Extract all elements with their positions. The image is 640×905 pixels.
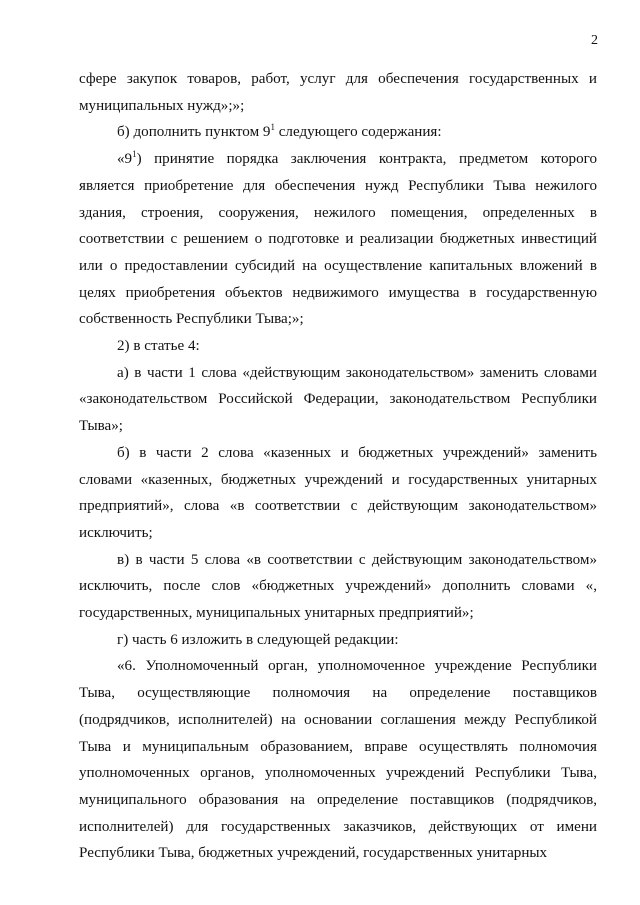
document-body: [79, 66, 597, 867]
paragraph-item-9-1: [79, 146, 597, 333]
paragraph-part-6-text: «6. Уполномоченный орган, уполномоченное учреждение Республики Тыва, осуществляющие полномочия на определение поставщиков (подрядчиков, исполнителей) на основании соглашения между Республикой Тыва и муниципальным образованием, вправе осуществлять полномочия уполномоченных органов, уполномоченных учреждений Республики Тыва, муниципального образования на определение поставщиков (подрядчиков, исполнителей) для государственных заказчиков, действующих от имени Республики Тыва, бюджетных учреждений, государственных унитарных: [79, 658, 597, 862]
paragraph-part-6: г) часть 6 изложить в следующей редакции:: [117, 631, 399, 648]
page-number: 2: [591, 33, 598, 48]
superscript: 1: [132, 149, 137, 160]
paragraph-part-2: б) в части 2 слова «казенных и бюджетных учреждений» заменить словами «казенных, бюджетных учреждений и государственных унитарных предприятий», слова «в соответствии с действующим законодательством» исключить;: [79, 444, 597, 541]
paragraph-part-1: а) в части 1 слова «действующим законодательством» заменить словами «законодательством Российской Федерации, законодательством Республики Тыва»;: [79, 364, 597, 435]
paragraph-text: следующего содержания:: [274, 124, 442, 141]
paragraph-article-4: 2) в статье 4:: [117, 338, 200, 355]
paragraph-text: ) принятие порядка заключения контракта, предметом которого является приобретение для обеспечения нужд Республики Тыва нежилого здания, строения, сооружения, нежилого помещения, определенных в соответствии с решением о подготовке и реализации бюджетных инвестиций или о предоставлении субсидий на осуществление капитальных вложений в целях приобретения объектов недвижимого имущества в государственную собственность Республики Тыва;»;: [79, 151, 597, 328]
paragraph-text: б) дополнить пунктом 9: [117, 124, 271, 141]
paragraph-part-5: в) в части 5 слова «в соответствии с действующим законодательством» исключить, после слов «бюджетных учреждений» дополнить словами «, государственных, муниципальных унитарных предприятий»;: [79, 551, 597, 622]
paragraph-continuation: сфере закупок товаров, работ, услуг для обеспечения государственных и муниципальных нужд»;»;: [79, 71, 597, 114]
paragraph-add-item-9-1: [79, 119, 597, 146]
superscript: 1: [270, 122, 275, 133]
paragraph-text: «9: [117, 151, 133, 168]
